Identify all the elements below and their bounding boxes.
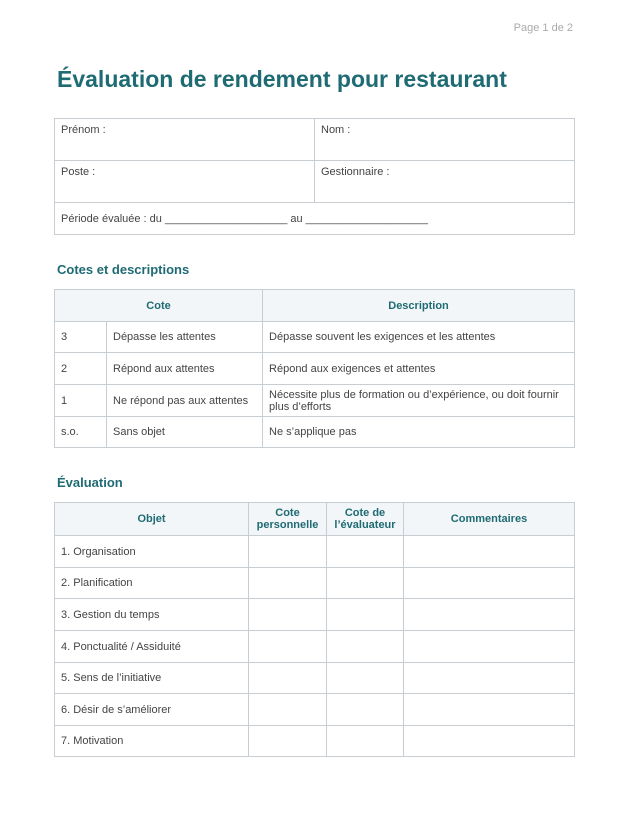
self-rating-cell[interactable]: [249, 599, 327, 631]
evaluator-rating-cell[interactable]: [327, 568, 404, 599]
evaluation-item-label: 7. Motivation: [55, 726, 249, 757]
ratings-heading: Cotes et descriptions: [57, 262, 190, 277]
comments-cell[interactable]: [404, 663, 575, 694]
evaluation-row: [55, 536, 575, 568]
self-rating-cell[interactable]: [249, 631, 327, 663]
rating-column-header: Cote: [55, 290, 263, 322]
rating-code: 1: [55, 385, 107, 417]
rating-code: 3: [55, 322, 107, 353]
comments-cell[interactable]: [404, 726, 575, 757]
evaluation-item-label: 4. Ponctualité / Assiduité: [55, 631, 249, 663]
evaluator-rating-cell[interactable]: [327, 599, 404, 631]
rating-label: Sans objet: [107, 417, 263, 448]
position-field[interactable]: [55, 161, 315, 203]
rating-description: Nécessite plus de formation ou d’expérience, ou doit fournir plus d’efforts: [263, 385, 575, 417]
rating-row: [55, 385, 575, 417]
comments-cell[interactable]: [404, 568, 575, 599]
last-name-label: Nom :: [321, 124, 351, 136]
rating-description: Répond aux exigences et attentes: [263, 353, 575, 385]
rating-row: [55, 353, 575, 385]
rating-label: Répond aux attentes: [107, 353, 263, 385]
position-label: Poste :: [61, 166, 96, 178]
self-rating-column-header: Cote personnelle: [249, 503, 327, 536]
evaluator-rating-cell[interactable]: [327, 536, 404, 568]
evaluator-rating-column-header: Cote de l’évaluateur: [327, 503, 404, 536]
description-column-header: Description: [263, 290, 575, 322]
self-rating-cell[interactable]: [249, 663, 327, 694]
evaluation-row: [55, 663, 575, 694]
rating-row: [55, 322, 575, 353]
page-number: Page 1 de 2: [513, 22, 573, 34]
evaluation-period-label: Période évaluée : du ____________________ au ____________________: [61, 212, 429, 225]
manager-label: Gestionnaire :: [321, 166, 390, 178]
evaluation-period-field[interactable]: [55, 203, 575, 235]
rating-row: [55, 417, 575, 448]
evaluation-row: [55, 694, 575, 726]
rating-label: Dépasse les attentes: [107, 322, 263, 353]
evaluation-row: [55, 631, 575, 663]
evaluation-row: [55, 726, 575, 757]
evaluator-rating-cell[interactable]: [327, 631, 404, 663]
rating-code: s.o.: [55, 417, 107, 448]
evaluator-rating-cell[interactable]: [327, 726, 404, 757]
first-name-label: Prénom :: [61, 124, 106, 136]
comments-cell[interactable]: [404, 599, 575, 631]
ratings-table: [54, 289, 575, 448]
comments-column-header: Commentaires: [404, 503, 575, 536]
self-rating-cell[interactable]: [249, 694, 327, 726]
rating-label: Ne répond pas aux attentes: [107, 385, 263, 417]
comments-cell[interactable]: [404, 694, 575, 726]
comments-cell[interactable]: [404, 631, 575, 663]
self-rating-cell[interactable]: [249, 568, 327, 599]
evaluation-item-label: 5. Sens de l’initiative: [55, 663, 249, 694]
evaluation-row: [55, 568, 575, 599]
employee-info-table: [54, 118, 575, 235]
self-rating-cell[interactable]: [249, 536, 327, 568]
evaluation-row: [55, 599, 575, 631]
evaluator-rating-cell[interactable]: [327, 694, 404, 726]
last-name-field[interactable]: [315, 119, 575, 161]
evaluation-item-label: 1. Organisation: [55, 536, 249, 568]
rating-description: Ne s’applique pas: [263, 417, 575, 448]
evaluation-table: [54, 502, 575, 757]
manager-field[interactable]: [315, 161, 575, 203]
evaluation-heading: Évaluation: [57, 475, 123, 490]
evaluation-item-label: 6. Désir de s’améliorer: [55, 694, 249, 726]
first-name-field[interactable]: [55, 119, 315, 161]
rating-code: 2: [55, 353, 107, 385]
page-title: Évaluation de rendement pour restaurant: [57, 66, 507, 92]
evaluation-item-label: 3. Gestion du temps: [55, 599, 249, 631]
evaluator-rating-cell[interactable]: [327, 663, 404, 694]
evaluation-item-label: 2. Planification: [55, 568, 249, 599]
comments-cell[interactable]: [404, 536, 575, 568]
self-rating-cell[interactable]: [249, 726, 327, 757]
object-column-header: Objet: [55, 503, 249, 536]
rating-description: Dépasse souvent les exigences et les attentes: [263, 322, 575, 353]
